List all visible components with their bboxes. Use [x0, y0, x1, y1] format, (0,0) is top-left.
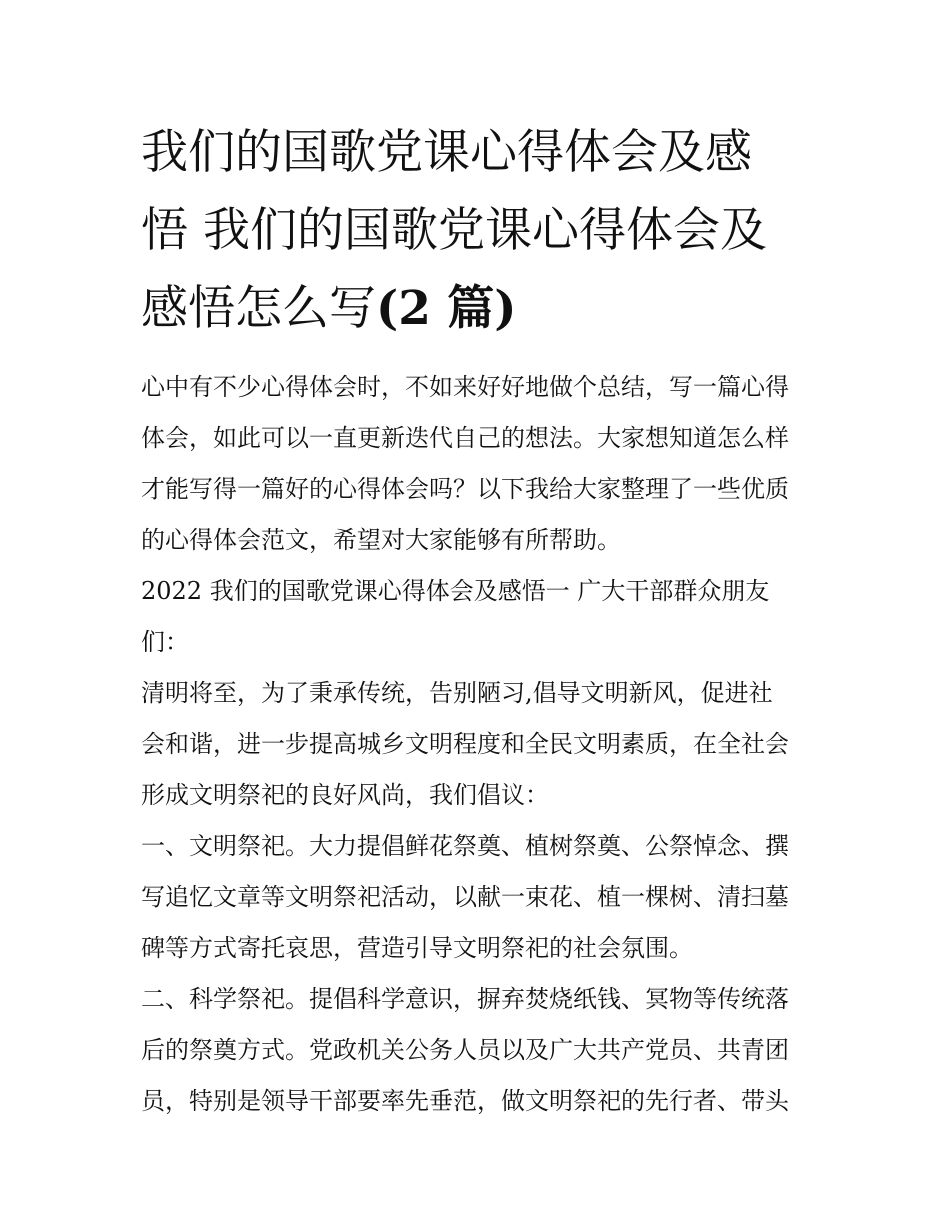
- body-line: 写追忆文章等文明祭祀活动，以献一束花、植一棵树、清扫墓: [141, 883, 789, 911]
- document-page: [141, 114, 813, 1127]
- body-line: 才能写得一篇好的心得体会吗？以下我给大家整理了一些优质: [141, 475, 789, 503]
- body-line: 心中有不少心得体会时，不如来好好地做个总结，写一篇心得: [141, 373, 789, 401]
- body-line: 员，特别是领导干部要率先垂范，做文明祭祀的先行者、带头: [141, 1087, 789, 1115]
- body-line: 体会，如此可以一直更新迭代自己的想法。大家想知道怎么样: [141, 424, 789, 452]
- body-line: 形成文明祭祀的良好风尚，我们倡议：: [141, 781, 549, 809]
- body-line: 会和谐，进一步提高城乡文明程度和全民文明素质，在全社会: [141, 730, 789, 758]
- title-line-1: 我们的国歌党课心得体会及感: [141, 125, 752, 180]
- body-line: 一、文明祭祀。大力提倡鲜花祭奠、植树祭奠、公祭悼念、撰: [141, 832, 789, 860]
- title-count-label: (2 篇): [376, 281, 517, 336]
- body-line: 后的祭奠方式。党政机关公务人员以及广大共产党员、共青团: [141, 1036, 789, 1064]
- body-line: 们：: [141, 628, 189, 656]
- document-title: [141, 114, 813, 348]
- body-line: 2022 我们的国歌党课心得体会及感悟一 广大干部群众朋友: [141, 577, 770, 605]
- body-line: 的心得体会范文，希望对大家能够有所帮助。: [141, 526, 621, 554]
- body-line: 碑等方式寄托哀思，营造引导文明祭祀的社会氛围。: [141, 934, 693, 962]
- body-line: 清明将至，为了秉承传统，告别陋习,倡导文明新风，促进社: [141, 679, 773, 707]
- title-line-2: 悟 我们的国歌党课心得体会及: [141, 203, 767, 258]
- body-line: 二、科学祭祀。提倡科学意识，摒弃焚烧纸钱、冥物等传统落: [141, 985, 789, 1013]
- document-body: [141, 362, 813, 1127]
- title-line-3: 感悟怎么写(2 篇): [141, 281, 517, 336]
